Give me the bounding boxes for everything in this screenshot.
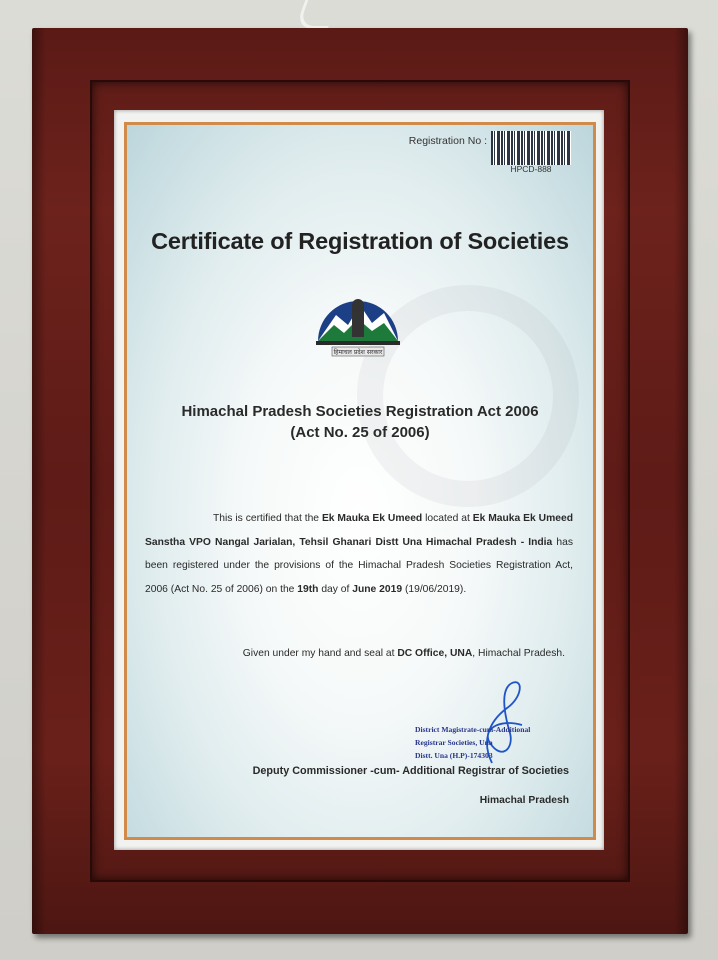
stamp-line2: Registrar Societies, Una (415, 738, 493, 747)
stamp-line3: Distt. Una (H.P)-174303 (415, 751, 493, 760)
act-line2: (Act No. 25 of 2006) (290, 424, 430, 441)
certificate-body (145, 507, 573, 601)
certificate-title: Certificate of Registration of Societies (151, 228, 569, 254)
registration-day: 19th (297, 583, 319, 595)
barcode (491, 131, 571, 165)
body-text-4: day of (318, 583, 353, 595)
picture-frame (32, 28, 688, 934)
registration-code: HPCD-888 (510, 164, 552, 174)
emblem-caption: हिमाचल प्रदेश सरकार (333, 349, 383, 356)
himachal-emblem-icon (314, 285, 402, 363)
given-under-seal (127, 648, 565, 659)
act-title (127, 401, 593, 443)
frame-mat (114, 110, 604, 850)
registration-number (409, 131, 571, 174)
society-address: Ek Mauka Ek Umeed Sanstha VPO Nangal Jarialan, Tehsil Ghanari Distt Una Himachal Pradesh - India (145, 513, 573, 548)
signatory-designation: Deputy Commissioner -cum- Additional Registrar of Societies (252, 765, 569, 777)
registration-label: Registration No : (408, 135, 487, 147)
registration-month-year: June 2019 (352, 583, 403, 595)
body-text-3: has been registered under the provisions of the Himachal Pradesh Societies Registration Act, 2006 (Act No. 25 of 2006) on the (145, 536, 573, 595)
official-stamp (415, 723, 565, 762)
wall-cable (295, 0, 339, 29)
given-prefix: Given under my hand and seal at (242, 648, 398, 659)
society-name: Ek Mauka Ek Umeed (321, 513, 423, 524)
body-text-1: This is certified that the (213, 513, 322, 524)
registration-date: (19/06/2019). (404, 583, 467, 595)
certificate (124, 122, 596, 840)
signatory-state: Himachal Pradesh (479, 795, 569, 806)
body-text-2: located at (422, 513, 473, 524)
given-suffix: , Himachal Pradesh. (472, 648, 565, 659)
stamp-line1: District Magistrate-cum-Additional (415, 725, 531, 734)
act-line1: Himachal Pradesh Societies Registration Act 2006 (181, 403, 539, 420)
barcode-box (491, 131, 571, 174)
given-place: DC Office, UNA (397, 648, 473, 659)
